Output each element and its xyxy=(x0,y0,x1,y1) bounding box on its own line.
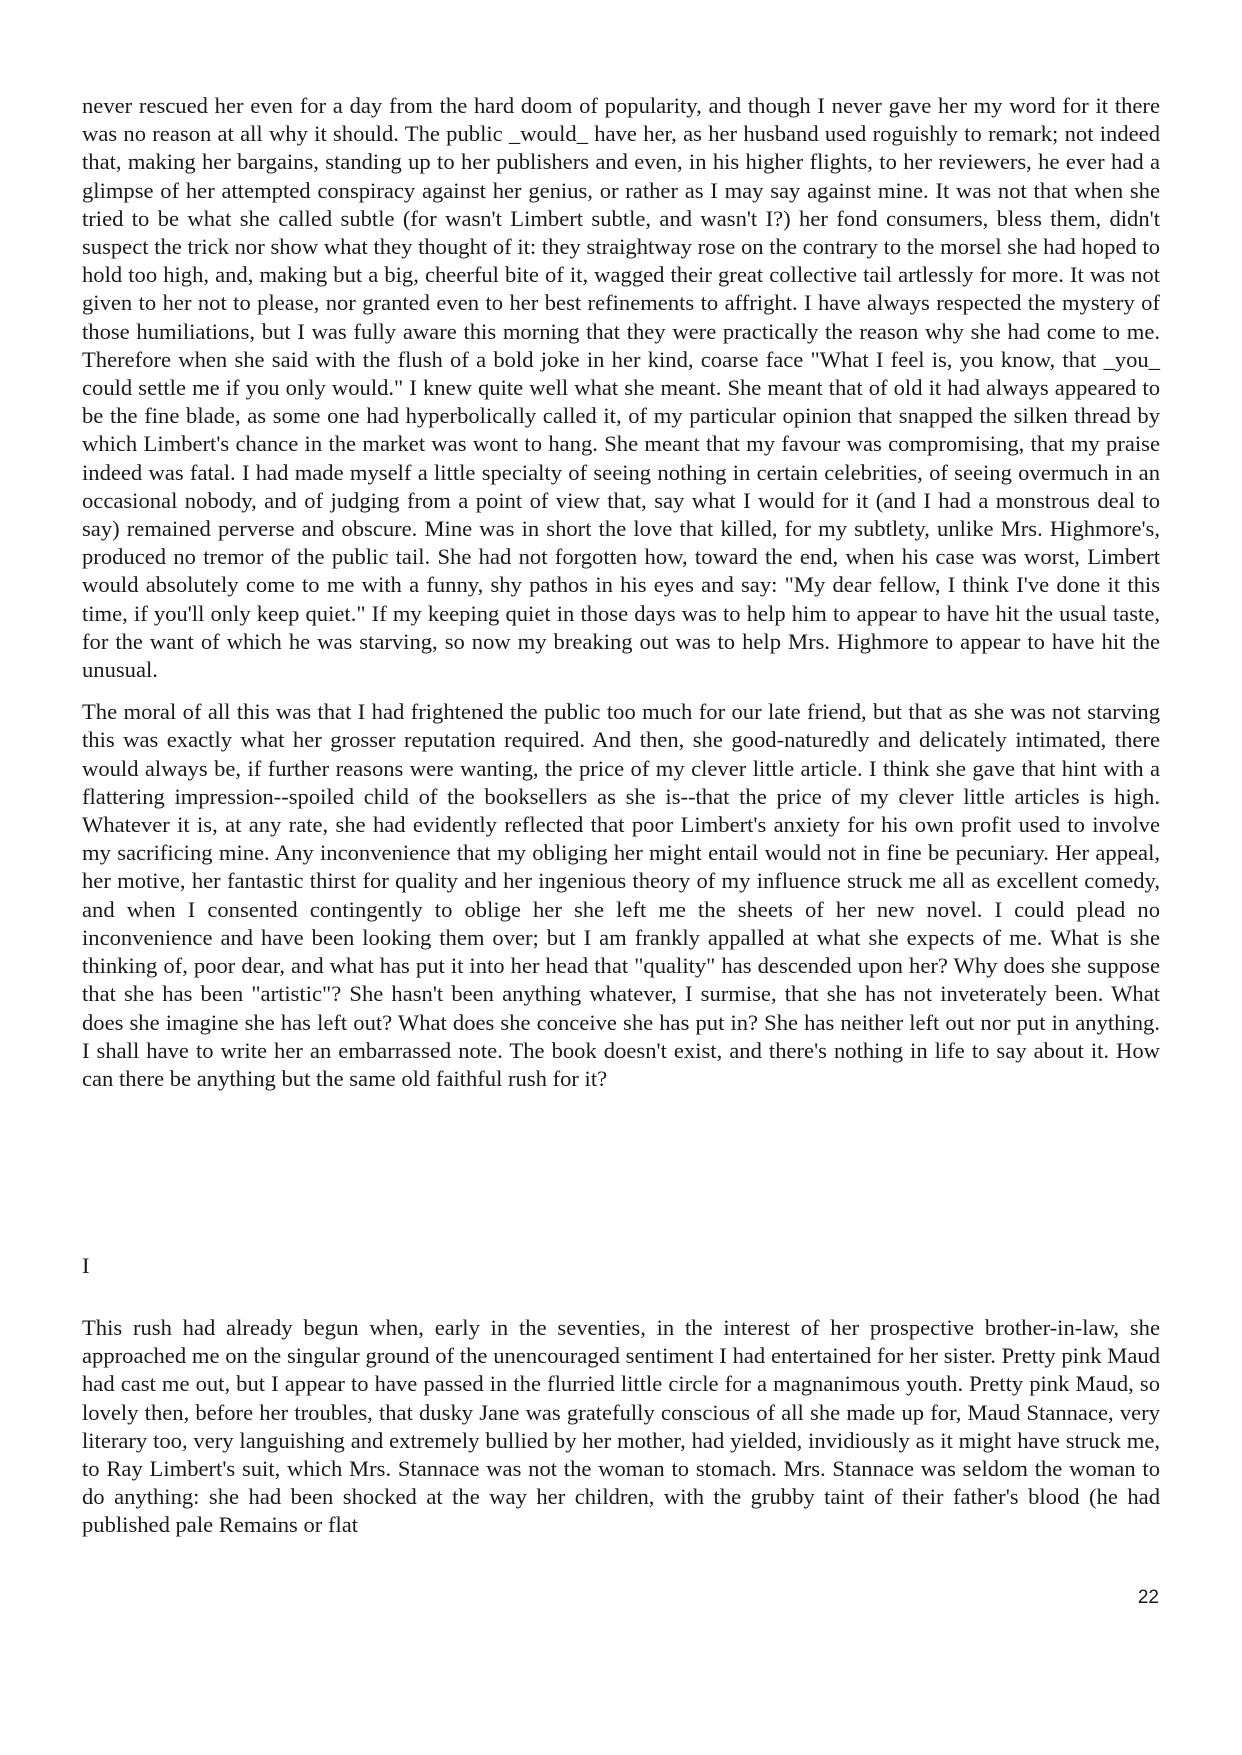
chapter-opening-paragraph: This rush had already begun when, early in the seventies, in the interest of her prospective brother-in-law, she approached me on the singular ground of the unencouraged sentiment I had entertained for her sister. Pretty pink Maud had cast me out, but I appear to have passed in the flurried little circle for a magnanimous youth. Pretty pink Maud, so lovely then, before her troubles, that dusky Jane was gratefully conscious of all she made up for, Maud Stannace, very literary too, very languishing and extremely bullied by her mother, had yielded, invidiously as it might have struck me, to Ray Limbert's suit, which Mrs. Stannace was not the woman to stomach. Mrs. Stannace was seldom the woman to do anything: she had been shocked at the way her children, with the grubby taint of their father's blood (he had published pale Remains or flat xyxy=(82,1315,1160,1538)
page-body xyxy=(82,92,1160,1538)
body-paragraph-2: The moral of all this was that I had frightened the public too much for our late friend, but that as she was not starving this was exactly what her grosser reputation required. And then, she good-naturedly and delicately intimated, there would always be, if further reasons were wanting, the price of my clever little article. I think she gave that hint with a flattering impression--spoiled child of the booksellers as she is--that the price of my clever little articles is high. Whatever it is, at any rate, she had evidently reflected that poor Limbert's anxiety for his own profit used to involve my sacrificing mine. Any inconvenience that my obliging her might entail would not in fine be pecuniary. Her appeal, her motive, her fantastic thirst for quality and her ingenious theory of my influence struck me all as excellent comedy, and when I consented contingently to oblige her she left me the sheets of her new novel. I could plead no inconvenience and have been looking them over; but I am frankly appalled at what she expects of me. What is she thinking of, poor dear, and what has put it into her head that "quality" has descended upon her? Why does she suppose that she has been "artistic"? She hasn't been anything whatever, I surmise, that she has not inveterately been. What does she imagine she has left out? What does she conceive she has put in? She has neither left out nor put in anything. I shall have to write her an embarrassed note. The book doesn't exist, and there's nothing in life to say about it. How can there be anything but the same old faithful rush for it? xyxy=(82,699,1160,1091)
page-number: 22 xyxy=(1137,1587,1159,1608)
chapter-heading: I xyxy=(82,1253,90,1278)
body-paragraph-1: never rescued her even for a day from the hard doom of popularity, and though I never gave her my word for it there was no reason at all why it should. The public _would_ have her, as her husband used roguishly to remark; not indeed that, making her bargains, standing up to her publishers and even, in his higher flights, to her reviewers, he ever had a glimpse of her attempted conspiracy against her genius, or rather as I may say against mine. It was not that when she tried to be what she called subtle (for wasn't Limbert subtle, and wasn't I?) her fond consumers, bless them, didn't suspect the trick nor show what they thought of it: they straightway rose on the contrary to the morsel she had hoped to hold too high, and, making but a big, cheerful bite of it, wagged their great collective tail artlessly for more. It was not given to her not to please, nor granted even to her best refinements to affright. I have always respected the mystery of those humiliations, but I was fully aware this morning that they were practically the reason why she had come to me. Therefore when she said with the flush of a bold joke in her kind, coarse face "What I feel is, you know, that _you_ could settle me if you only would." I knew quite well what she meant. She meant that of old it had always appeared to be the fine blade, as some one had hyperbolically called it, of my particular opinion that snapped the silken thread by which Limbert's chance in the market was wont to hang. She meant that my favour was compromising, that my praise indeed was fatal. I had made myself a little specialty of seeing nothing in certain celebrities, of seeing overmuch in an occasional nobody, and of judging from a point of view that, say what I would for it (and I had a monstrous deal to say) remained perverse and obscure. Mine was in short the love that killed, for my subtlety, unlike Mrs. Highmore's, produced no tremor of the public tail. She had not forgotten how, toward the end, when his case was worst, Limbert would absolutely come to me with a funny, shy pathos in his eyes and say: "My dear fellow, I think I've done it this time, if you'll only keep quiet." If my keeping quiet in those days was to help him to appear to have hit the usual taste, for the want of which he was starving, so now my breaking out was to help Mrs. Highmore to appear to have hit the unusual. xyxy=(82,93,1160,683)
